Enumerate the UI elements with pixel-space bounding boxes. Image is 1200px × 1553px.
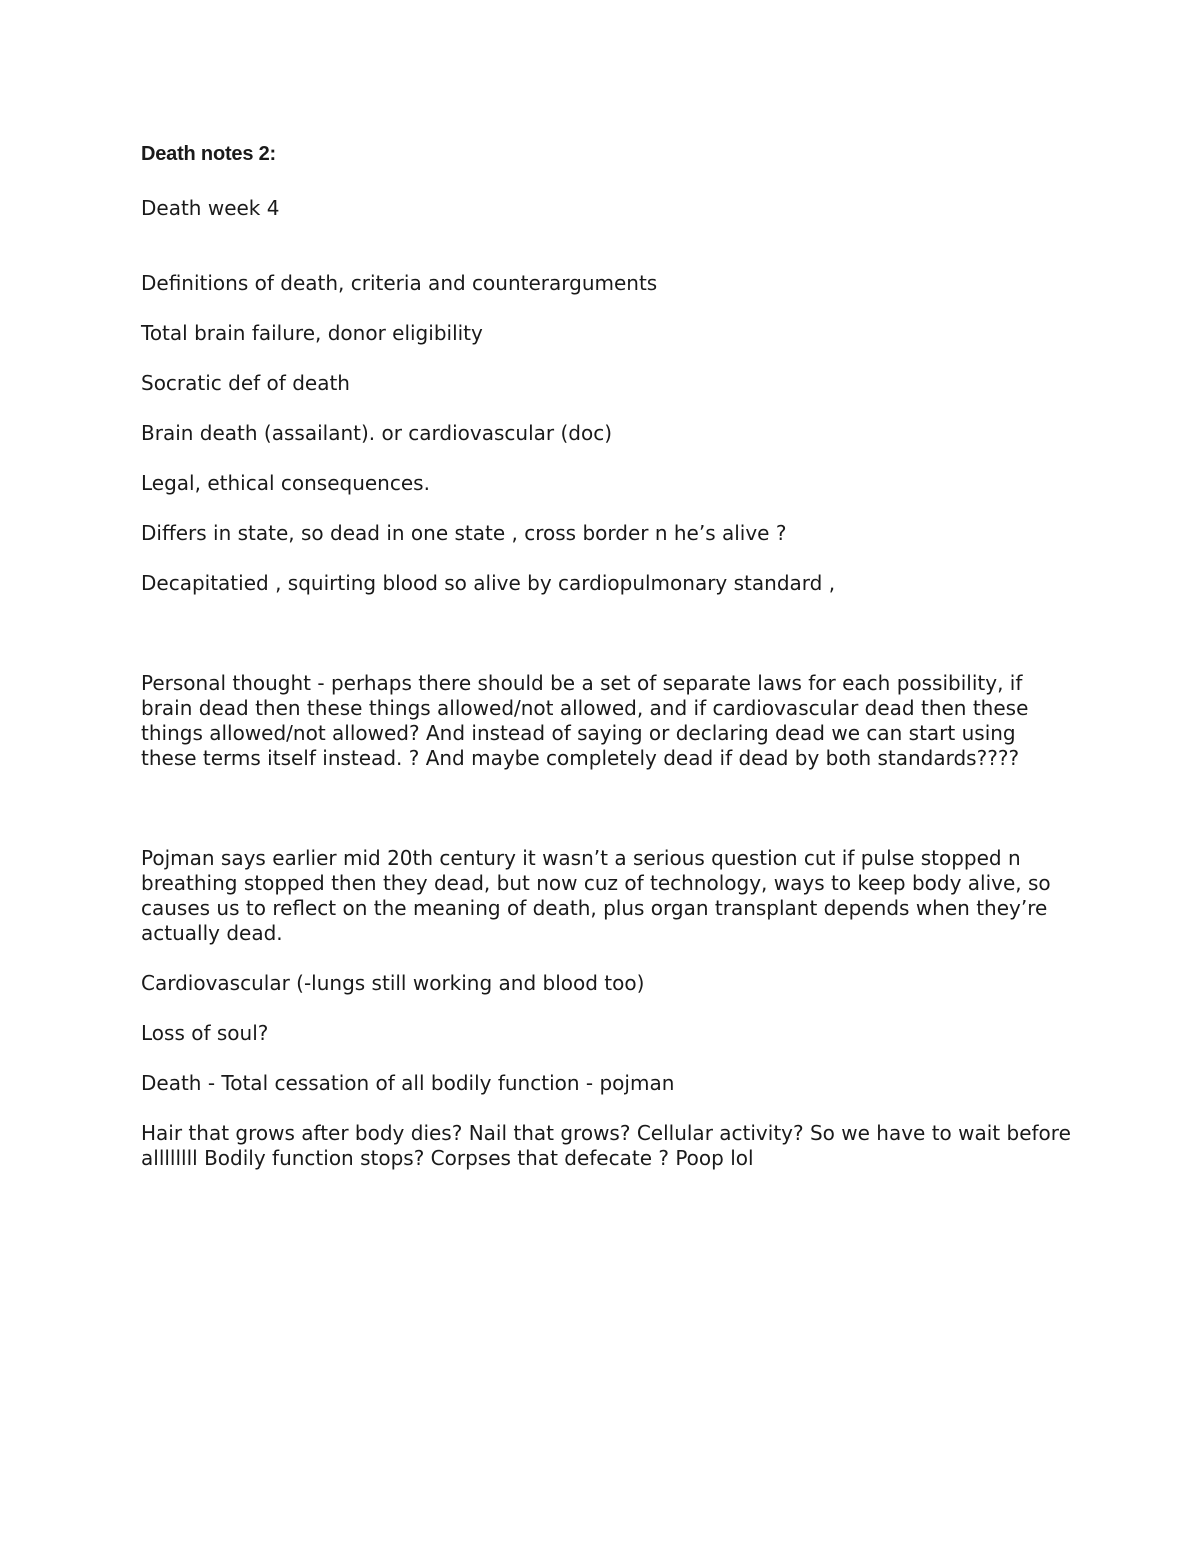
document-body <box>141 142 1071 1171</box>
paragraph-week: Death week 4 <box>141 196 280 220</box>
paragraph-definitions: Definitions of death, criteria and counterarguments <box>141 271 658 295</box>
paragraph-hair: Hair that grows after body dies? Nail that grows? Cellular activity? So we have to wait before allllllll Bodily function stops? Corpses that defecate ? Poop lol <box>141 1121 1071 1170</box>
paragraph-brain-failure: Total brain failure, donor eligibility <box>141 321 483 345</box>
paragraph-cardiovascular: Cardiovascular (-lungs still working and blood too) <box>141 971 645 995</box>
paragraph-brain-death: Brain death (assailant). or cardiovascular (doc) <box>141 421 613 445</box>
document-title: Death notes 2: <box>141 143 277 165</box>
paragraph-personal-thought: Personal thought - perhaps there should be a set of separate laws for each possibility, if brain dead then these things allowed/not allowed, and if cardiovascular dead then these things allowed/not allowed? And instead of saying or declaring dead we can start using these terms itself instead. ? And maybe completely dead if dead by both standards???? <box>141 671 1029 770</box>
paragraph-states: Differs in state, so dead in one state , cross border n he’s alive ? <box>141 521 787 545</box>
paragraph-pojman: Pojman says earlier mid 20th century it wasn’t a serious question cut if pulse stopped n breathing stopped then they dead, but now cuz of technology, ways to keep body alive, so causes us to reflect on the meaning of death, plus organ transplant depends when they’re actually dead. <box>141 846 1051 945</box>
paragraph-soul: Loss of soul? <box>141 1021 269 1045</box>
paragraph-cessation: Death - Total cessation of all bodily function - pojman <box>141 1071 675 1095</box>
paragraph-socratic: Socratic def of death <box>141 371 350 395</box>
paragraph-decapitated: Decapitatied , squirting blood so alive by cardiopulmonary standard , <box>141 571 836 595</box>
paragraph-legal: Legal, ethical consequences. <box>141 471 430 495</box>
